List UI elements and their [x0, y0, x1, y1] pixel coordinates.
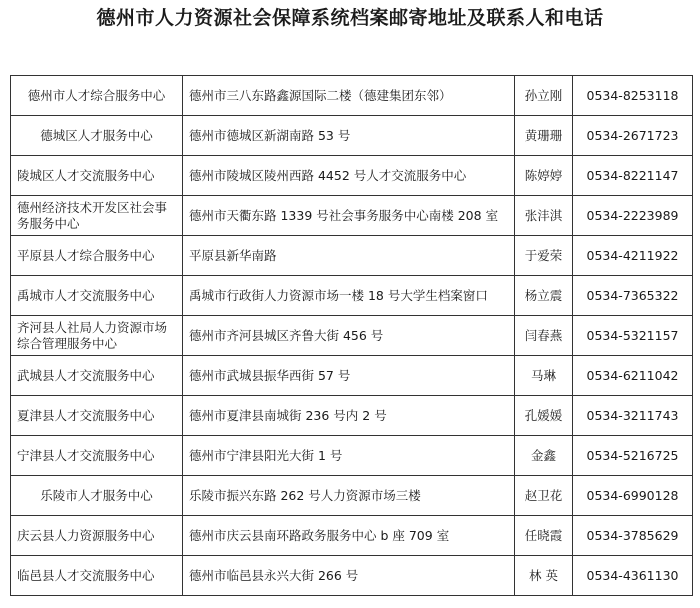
table-row: [11, 276, 693, 316]
phone-cell: 0534-8253118: [573, 76, 693, 116]
org-name-cell: 德州经济技术开发区社会事务服务中心: [11, 196, 183, 236]
contact-person-cell: 马琳: [515, 356, 573, 396]
address-cell: 德州市宁津县阳光大街 1 号: [183, 436, 515, 476]
contact-person-cell: 于爱荣: [515, 236, 573, 276]
table-row: [11, 556, 693, 596]
address-cell: 德州市武城县振华西街 57 号: [183, 356, 515, 396]
org-name-cell: 乐陵市人才服务中心: [11, 476, 183, 516]
table-row: [11, 516, 693, 556]
table-row: [11, 156, 693, 196]
org-name-cell: 临邑县人才交流服务中心: [11, 556, 183, 596]
table-row: [11, 476, 693, 516]
contact-person-cell: 孙立刚: [515, 76, 573, 116]
table-row: [11, 236, 693, 276]
contacts-table: [10, 75, 693, 596]
org-name-cell: 德州市人才综合服务中心: [11, 76, 183, 116]
table-row: [11, 196, 693, 236]
contact-person-cell: 金鑫: [515, 436, 573, 476]
address-cell: 德州市三八东路鑫源国际二楼（德建集团东邻）: [183, 76, 515, 116]
org-name-cell: 陵城区人才交流服务中心: [11, 156, 183, 196]
contact-person-cell: 孔媛媛: [515, 396, 573, 436]
table-row: [11, 116, 693, 156]
phone-cell: 0534-3211743: [573, 396, 693, 436]
contact-person-cell: 任晓霞: [515, 516, 573, 556]
contact-person-cell: 林 英: [515, 556, 573, 596]
contact-person-cell: 赵卫花: [515, 476, 573, 516]
table-row: [11, 436, 693, 476]
address-cell: 德州市临邑县永兴大街 266 号: [183, 556, 515, 596]
org-name-cell: 夏津县人才交流服务中心: [11, 396, 183, 436]
address-cell: 德州市德城区新湖南路 53 号: [183, 116, 515, 156]
phone-cell: 0534-8221147: [573, 156, 693, 196]
address-cell: 乐陵市振兴东路 262 号人力资源市场三楼: [183, 476, 515, 516]
phone-cell: 0534-5321157: [573, 316, 693, 356]
address-cell: 德州市陵城区陵州西路 4452 号人才交流服务中心: [183, 156, 515, 196]
phone-cell: 0534-4361130: [573, 556, 693, 596]
phone-cell: 0534-5216725: [573, 436, 693, 476]
phone-cell: 0534-2223989: [573, 196, 693, 236]
org-name-cell: 德城区人才服务中心: [11, 116, 183, 156]
contact-person-cell: 黄珊珊: [515, 116, 573, 156]
org-name-cell: 宁津县人才交流服务中心: [11, 436, 183, 476]
org-name-cell: 禹城市人才交流服务中心: [11, 276, 183, 316]
document-title: 德州市人力资源社会保障系统档案邮寄地址及联系人和电话: [96, 7, 604, 29]
contact-person-cell: 张沣淇: [515, 196, 573, 236]
phone-cell: 0534-4211922: [573, 236, 693, 276]
contact-person-cell: 杨立震: [515, 276, 573, 316]
address-cell: 德州市齐河县城区齐鲁大街 456 号: [183, 316, 515, 356]
table-row: [11, 76, 693, 116]
address-cell: 德州市天衢东路 1339 号社会事务服务中心南楼 208 室: [183, 196, 515, 236]
address-cell: 德州市庆云县南环路政务服务中心 b 座 709 室: [183, 516, 515, 556]
address-cell: 禹城市行政街人力资源市场一楼 18 号大学生档案窗口: [183, 276, 515, 316]
phone-cell: 0534-7365322: [573, 276, 693, 316]
address-cell: 德州市夏津县南城街 236 号内 2 号: [183, 396, 515, 436]
table-row: [11, 356, 693, 396]
phone-cell: 0534-6990128: [573, 476, 693, 516]
org-name-cell: 平原县人才综合服务中心: [11, 236, 183, 276]
org-name-cell: 齐河县人社局人力资源市场综合管理服务中心: [11, 316, 183, 356]
address-cell: 平原县新华南路: [183, 236, 515, 276]
phone-cell: 0534-6211042: [573, 356, 693, 396]
contact-person-cell: 闫春燕: [515, 316, 573, 356]
table-row: [11, 316, 693, 356]
org-name-cell: 武城县人才交流服务中心: [11, 356, 183, 396]
contact-person-cell: 陈婷婷: [515, 156, 573, 196]
phone-cell: 0534-3785629: [573, 516, 693, 556]
org-name-cell: 庆云县人力资源服务中心: [11, 516, 183, 556]
phone-cell: 0534-2671723: [573, 116, 693, 156]
table-row: [11, 396, 693, 436]
